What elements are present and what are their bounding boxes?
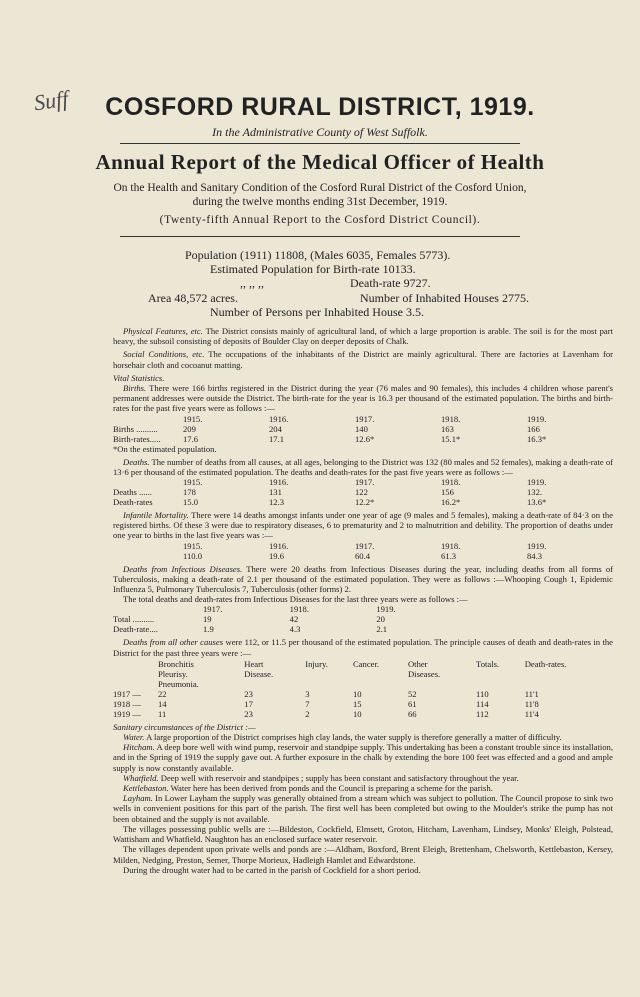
causes-table <box>113 659 613 719</box>
section-label: Sanitary circumstances of the District :— <box>113 721 256 732</box>
population-line: Population (1911) 11808, (Males 6035, Females 5773). <box>185 248 451 262</box>
section-label: Vital Statistics. <box>113 372 165 383</box>
paragraph-text: Deep well with reservoir and standpipes ; supply has been constant and satisfactory throughout the year. <box>160 772 519 783</box>
year-cell: 1918. <box>289 604 309 615</box>
year-cell: 1916. <box>269 540 289 551</box>
paragraph-text: The number of deaths from all causes, at all ages, belonging to the District was 132 (80 males and 52 females), making a death-rate of 13·6 per thousand of the estimated population. The deaths and death-rates for the past five years were as follows :— <box>113 456 613 477</box>
row-label: Total .......... <box>113 614 155 625</box>
intro-line: during the twelve months ending 31st December, 1919. <box>192 196 448 208</box>
table-header-row <box>113 414 613 424</box>
paragraph-text: The occupations of the inhabitants of the District are mainly agricultural. There are factories at Lavenham for horsehair cloth and cocoanut matting. <box>113 349 613 370</box>
table-cell: 131 <box>269 487 282 498</box>
row-label: Death-rate.... <box>113 624 158 635</box>
row-label: Births .......... <box>113 423 158 434</box>
table-header-row <box>113 541 613 551</box>
table-cell: 20 <box>376 614 385 625</box>
section-label: Hitcham. <box>123 742 155 753</box>
table-cell: 110 <box>476 688 489 699</box>
table-cell: 17.6 <box>183 433 199 444</box>
infantile-paragraph <box>113 510 613 541</box>
hitcham-paragraph <box>113 742 613 773</box>
row-label: 1919 — <box>113 708 141 719</box>
table-cell: 23 <box>244 688 253 699</box>
table-row <box>113 487 613 497</box>
section-label: Deaths from Infectious Diseases. <box>123 563 243 574</box>
section-label: Layham. <box>123 793 153 804</box>
table-cell: 10 <box>353 708 362 719</box>
table-cell: 156 <box>441 487 454 498</box>
table-cell: 4.3 <box>289 624 301 635</box>
page-title: COSFORD RURAL DISTRICT, 1919. <box>105 93 535 121</box>
section-label: Deaths. <box>123 456 150 467</box>
table-cell: 11'4 <box>524 708 539 719</box>
year-cell: 1917. <box>355 540 375 551</box>
report-body <box>113 326 613 875</box>
table-cell: 12.6* <box>355 433 375 444</box>
table-cell: 140 <box>355 423 368 434</box>
paragraph-text: There were 166 births registered in the District during the year (76 males and 90 females), this includes 4 children whose parent's permanent addresses were outside the District. The birth-rate for the year is 16.3 per thousand of the estimated population. The births and birth-rates for the past five years were as follows :— <box>113 383 613 414</box>
layham-paragraph <box>113 793 613 824</box>
paragraph-text: The District consists mainly of agricultural land, of which a large proportion is arable. The soil is for the most part heavy, the subsoil consisting of deposits of Boulder Clay on deeper deposits of Chalk. <box>113 326 613 347</box>
year-cell: 1919. <box>527 540 547 551</box>
table-cell: 163 <box>441 423 454 434</box>
table-cell: 2 <box>305 708 310 719</box>
table-cell: 23 <box>244 708 253 719</box>
deaths-paragraph <box>113 457 613 477</box>
table-cell: 52 <box>407 688 417 699</box>
table-cell: 15.1* <box>441 433 461 444</box>
table-cell: 15 <box>353 698 362 709</box>
drought-paragraph: During the drought water had to be carted in the parish of Cockfield for a short period. <box>123 864 421 875</box>
births-table <box>113 414 613 454</box>
deathrate-population-line: Death-rate 9727. <box>350 276 431 290</box>
table-row <box>113 614 463 624</box>
table-row <box>113 444 613 454</box>
table-cell: 22 <box>158 688 167 699</box>
table-row <box>113 689 613 699</box>
table-cell: 84.3 <box>527 550 543 561</box>
table-cell: 14 <box>158 698 167 709</box>
ditto-marks: ,, ,, ,, <box>240 276 264 290</box>
year-cell: 1918. <box>441 477 461 488</box>
births-paragraph <box>113 383 613 414</box>
table-header-row <box>113 659 613 689</box>
row-label: 1917 — <box>113 688 141 699</box>
persons-line: Number of Persons per Inhabited House 3.5. <box>210 305 424 319</box>
table-cell: 16.2* <box>441 497 461 508</box>
row-label: Birth-rates..... <box>113 433 161 444</box>
table-cell: 132. <box>527 487 543 498</box>
table-cell: 12.3 <box>269 497 285 508</box>
year-cell: 1917. <box>203 604 223 615</box>
table-cell: 7 <box>305 698 310 709</box>
year-cell: 1917. <box>355 413 375 424</box>
public-wells-paragraph: The villages possessing public wells are :—Bildeston, Cockfield, Elmsett, Groton, Hitcham, Lavenham, Lindsey, Monks' Eleigh, Polstead, Wattisham and Whatfield. Naughton has an enclosed surface water reservoir. <box>113 823 613 845</box>
column-header: Death-rates. <box>524 658 567 669</box>
table-cell: 17 <box>244 698 253 709</box>
table-cell: 16.3* <box>527 433 547 444</box>
year-cell: 1919. <box>376 604 396 615</box>
divider <box>120 143 520 144</box>
table-row <box>113 551 613 561</box>
table-cell: 3 <box>305 688 310 699</box>
table-row <box>113 624 463 634</box>
footnote: *On the estimated population. <box>113 443 217 454</box>
row-label: Deaths ...... <box>113 487 152 498</box>
table-cell: 19 <box>203 614 212 625</box>
section-label: Deaths from all other causes <box>123 637 224 648</box>
year-cell: 1916. <box>269 477 289 488</box>
section-label: Whatfield. <box>123 772 159 783</box>
table-cell: 114 <box>476 698 489 709</box>
table-cell: 10 <box>353 688 362 699</box>
table-cell: 13.6* <box>527 497 547 508</box>
deaths-table <box>113 477 613 507</box>
year-cell: 1915. <box>183 477 203 488</box>
birthrate-population-line: Estimated Population for Birth-rate 10133. <box>210 262 416 276</box>
row-label: Death-rates <box>113 497 153 508</box>
sanitary-heading <box>113 722 613 732</box>
page-subtitle: In the Administrative County of West Suffolk. <box>212 125 428 139</box>
water-paragraph <box>113 732 613 742</box>
paragraph-text: Water here has been derived from ponds and the Council is preparing a scheme for the parish. <box>170 783 493 794</box>
table-cell: 166 <box>527 423 540 434</box>
year-cell: 1918. <box>441 413 461 424</box>
divider <box>120 236 520 237</box>
table-cell: 204 <box>269 423 282 434</box>
intro-line: On the Health and Sanitary Condition of the Cosford Rural District of the Cosford Union, <box>113 182 527 194</box>
table-cell: 1.9 <box>203 624 214 635</box>
table-cell: 112 <box>476 708 489 719</box>
handwritten-signature: Suff <box>32 85 70 116</box>
year-cell: 1916. <box>269 413 289 424</box>
year-cell: 1915. <box>183 413 203 424</box>
infectious-summary: The total deaths and death-rates from Infectious Diseases for the last three years were as follows :— <box>123 594 468 605</box>
table-row <box>113 434 613 444</box>
section-label: Kettlebaston. <box>123 783 169 794</box>
table-header-row <box>113 477 613 487</box>
kettlebaston-paragraph <box>113 783 613 793</box>
whatfield-paragraph <box>113 773 613 783</box>
area-line: Area 48,572 acres. <box>148 291 238 305</box>
infectious-paragraph <box>113 564 613 595</box>
table-cell: 61 <box>407 698 417 709</box>
table-cell: 11'1 <box>524 688 539 699</box>
table-cell: 178 <box>183 487 196 498</box>
table-cell: 12.2* <box>355 497 375 508</box>
council-line: (Twenty-fifth Annual Report to the Cosford District Council). <box>159 214 481 226</box>
table-cell: 2.1 <box>376 624 388 635</box>
year-cell: 1917. <box>355 477 375 488</box>
year-cell: 1919. <box>527 477 547 488</box>
table-cell: 110.0 <box>183 550 203 561</box>
social-paragraph <box>113 349 613 369</box>
table-cell: 61.3 <box>441 550 457 561</box>
year-cell: 1915. <box>183 540 203 551</box>
table-cell: 122 <box>355 487 368 498</box>
table-row <box>113 497 613 507</box>
table-cell: 19.6 <box>269 550 285 561</box>
section-label: Social Conditions, etc. <box>123 349 205 360</box>
table-cell: 60.4 <box>355 550 371 561</box>
other-causes-paragraph <box>113 637 613 657</box>
table-cell: 15.0 <box>183 497 199 508</box>
paragraph-text: There were 20 deaths from Infectious Diseases during the year, including deaths from all forms of Tuberculosis, making a death-rate of 2.1 per thousand of the estimated population. They were as follows :—Whooping Cough 1, Epidemic Influenza 5, Pulmonary Tuberculosis 7, Tuberculosis (other forms) 2. <box>113 563 614 595</box>
table-row <box>113 709 613 719</box>
table-cell: 42 <box>289 614 299 625</box>
column-header: Cancer. <box>353 658 380 669</box>
section-label: Water. <box>123 732 145 743</box>
column-header: Heart Disease. <box>244 658 274 679</box>
vital-heading <box>113 373 613 383</box>
paragraph-text: A deep bore well with wind pump, reservoir and standpipe supply. This undertaking has been a constant trouble since its installation, and in the Spring of 1919 the supply gave out. A further exposure in the chalk by extending the bore 100 feet was effected and a good and ample supply is now constantly available. <box>113 742 613 773</box>
paragraph-text: were 112, or 11.5 per thousand of the estimated population. The principle causes of death and death-rates in the District for the past three years were :— <box>113 637 614 658</box>
column-header: Bronchitis Pleurisy. Pneumonia. <box>158 658 199 689</box>
section-label: Physical Features, etc. <box>123 326 203 336</box>
intro-text <box>40 181 600 209</box>
section-label: Infantile Mortality. <box>123 510 189 521</box>
houses-line: Number of Inhabited Houses 2775. <box>360 291 529 305</box>
column-header: Totals. <box>476 658 500 669</box>
paragraph-text: In Lower Layham the supply was generally obtained from a stream which was subject to pollution. The Council propose to sink two wells in convenient positions for this part of the parish. The first well has been completed but owing to the Moulder's strike the pump has not been obtained and the supply is not available. <box>113 793 613 824</box>
table-header-row <box>113 604 463 614</box>
infantile-table <box>113 541 613 561</box>
report-heading: Annual Report of the Medical Officer of Health <box>95 150 545 174</box>
column-header: Other Diseases. <box>407 658 441 679</box>
table-cell: 11 <box>158 708 167 719</box>
private-wells-paragraph: The villages dependent upon private wells and ponds are :—Aldham, Boxford, Brent Eleigh, Brettenham, Chelsworth, Kettlebaston, Kersey, Milden, Nedging, Preston, Semer, Thorpe Morieux, Hadleigh Hamlet and Edwardstone. <box>113 844 613 865</box>
year-cell: 1919. <box>527 413 547 424</box>
table-cell: 209 <box>183 423 196 434</box>
table-cell: 66 <box>407 708 417 719</box>
row-label: 1918 — <box>113 698 141 709</box>
section-label: Births. <box>123 383 147 394</box>
table-cell: 17.1 <box>269 433 285 444</box>
paragraph-text: A large proportion of the District comprises high clay lands, the water supply is therefore generally a matter of difficulty. <box>146 732 562 743</box>
column-header: Injury. <box>305 658 328 669</box>
year-cell: 1918. <box>441 540 461 551</box>
table-row <box>113 424 613 434</box>
paragraph-text: There were 14 deaths amongst infants under one year of age (9 males and 5 females), making a death-rate of 84·3 on the registered births. Of these 3 were due to respiratory diseases, 6 to prematurity and 2 to malnutrition and debility. The proportion of deaths under one year to births in the last five years was :— <box>113 510 614 541</box>
infectious-table <box>113 604 463 634</box>
table-cell: 11'8 <box>524 698 539 709</box>
table-row <box>113 699 613 709</box>
physical-paragraph <box>113 326 613 346</box>
